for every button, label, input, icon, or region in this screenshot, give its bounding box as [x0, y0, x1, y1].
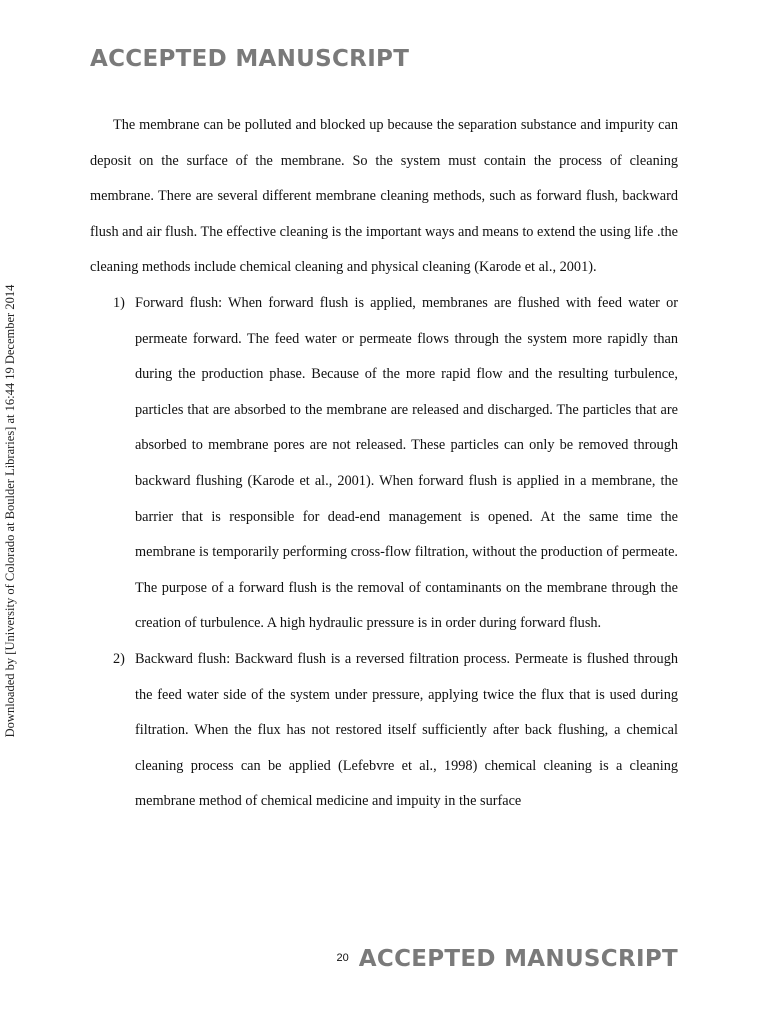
list-item-text: Backward flush: Backward flush is a reversed filtration process. Permeate is flushed through the feed water side of the system under pressure, applying twice the flux that is used during filtration. When the flux has not restored itself sufficiently after back flushing, a chemical cleaning process can be applied (Lefebvre et al., 1998) chemical cleaning is a cleaning membrane method of chemical medicine and impuity in the surface: [135, 650, 678, 810]
page-footer: [337, 946, 678, 972]
download-notice: Downloaded by [University of Colorado at Boulder Libraries] at 16:44 19 December 2014: [3, 284, 17, 738]
body-text: [90, 108, 678, 820]
list-number: 2): [113, 650, 125, 667]
list-item-text: Forward flush: When forward flush is applied, membranes are flushed with feed water or permeate forward. The feed water or permeate flows through the system more rapidly than during the production phase. Because of the more rapid flow and the resulting turbulence, particles that are absorbed to the membrane are released and discharged. The particles that are absorbed to membrane pores are not released. These particles can only be removed through backward flushing (Karode et al., 2001). When forward flush is applied in a membrane, the barrier that is responsible for dead-end management is opened. At the same time the membrane is temporarily performing cross-flow filtration, without the production of permeate. The purpose of a forward flush is the removal of contaminants on the membrane through the creation of turbulence. A high hydraulic pressure is in order during forward flush.: [135, 294, 678, 632]
footer-watermark: ACCEPTED MANUSCRIPT: [358, 946, 678, 972]
intro-paragraph: The membrane can be polluted and blocked up because the separation substance and impurity can deposit on the surface of the membrane. So the system must contain the process of cleaning membrane. There are several different membrane cleaning methods, such as forward flush, backward flush and air flush. The effective cleaning is the important ways and means to extend the using life .the cleaning methods include chemical cleaning and physical cleaning (Karode et al., 2001).: [90, 117, 678, 276]
list-item-backward-flush: [90, 642, 678, 820]
page-number: 20: [336, 952, 349, 964]
header-watermark: ACCEPTED MANUSCRIPT: [90, 46, 410, 72]
list-number: 1): [113, 294, 125, 311]
list-item-forward-flush: [90, 286, 678, 642]
